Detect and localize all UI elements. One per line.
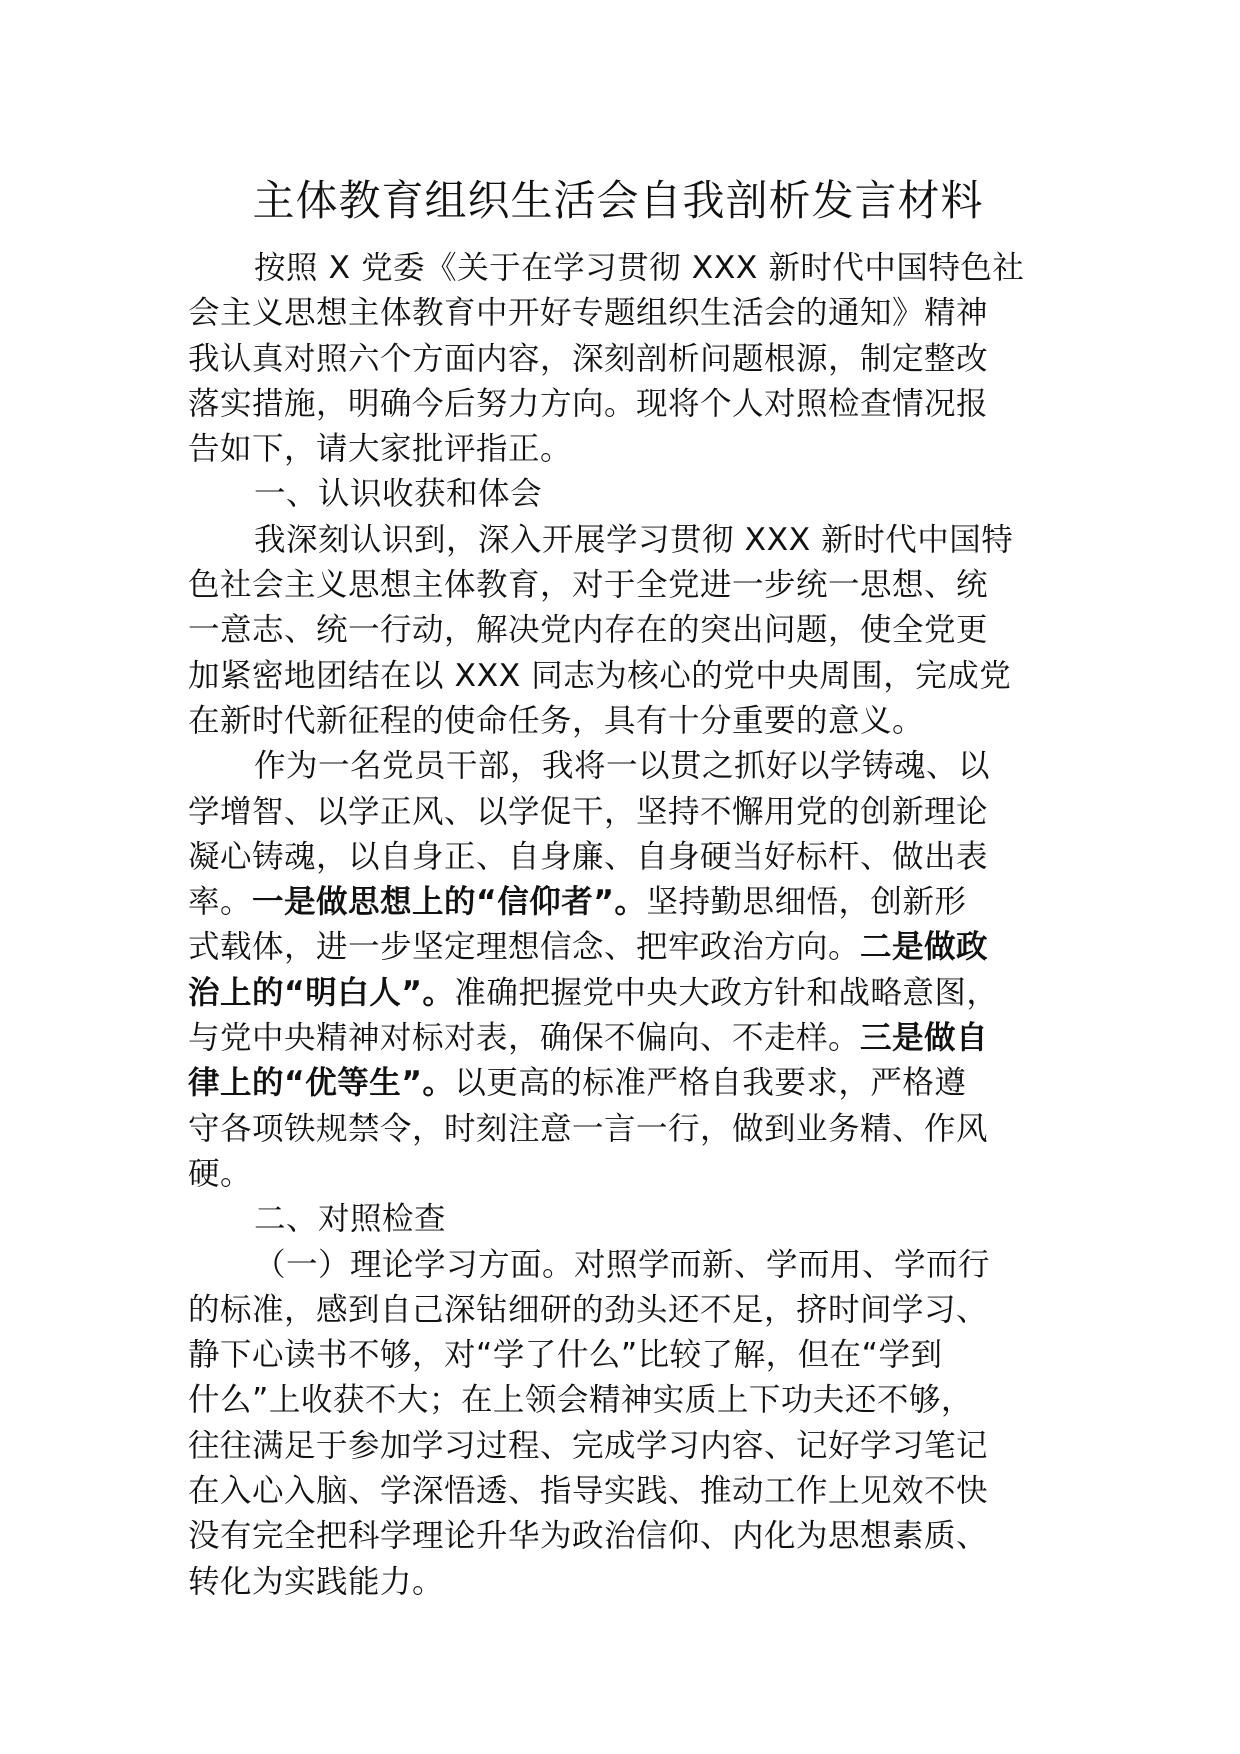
bold-text-segment: 二是做政 (860, 929, 989, 966)
text-line (188, 1333, 1068, 1378)
text-line (188, 699, 1068, 744)
text-segment: 没有完全把科学理论升华为政治信仰、内化为思想素质、 (188, 1518, 989, 1555)
bold-text-segment: 治上的“明白人”。 (188, 974, 455, 1011)
text-line (188, 880, 1068, 925)
text-line (188, 1152, 1068, 1197)
text-line (188, 1514, 1068, 1559)
text-line (188, 654, 1068, 699)
text-segment: 一、认识收获和体会 (254, 476, 543, 513)
text-segment: 告如下，请大家批评指正。 (188, 431, 573, 468)
text-line (188, 1288, 1068, 1333)
text-segment: 转化为实践能力。 (188, 1563, 445, 1600)
text-line (188, 382, 1068, 427)
document-body (188, 246, 1068, 1605)
text-segment: 二、对照检查 (254, 1201, 447, 1238)
text-line (188, 563, 1068, 608)
text-line (188, 337, 1068, 382)
document-title: 主体教育组织生活会自我剖析发言材料 (252, 176, 984, 225)
text-segment: 加紧密地团结在以 XXX 同志为核心的党中央周围，完成党 (188, 657, 1012, 694)
text-line (188, 925, 1068, 970)
text-line (188, 1424, 1068, 1469)
text-segment: 色社会主义思想主体教育，对于全党进一步统一思想、统 (188, 567, 989, 604)
text-segment: 往往满足于参加学习过程、完成学习内容、记好学习笔记 (188, 1427, 989, 1464)
text-segment: 率。 (188, 884, 253, 921)
text-segment: 我认真对照六个方面内容，深刻剖析问题根源，制定整改 (188, 340, 989, 377)
text-line (188, 1378, 1068, 1423)
bold-text-segment: 三是做自 (860, 1020, 989, 1057)
text-line (188, 1107, 1068, 1152)
text-line (188, 246, 1068, 291)
bold-text-segment: 一是做思想上的“信仰者”。 (252, 884, 647, 921)
text-segment: 的标准，感到自己深钻细研的劲头还不足，挤时间学习、 (188, 1291, 989, 1328)
text-line (188, 1197, 1068, 1242)
text-line (188, 790, 1068, 835)
text-segment: （一）理论学习方面。对照学而新、学而用、学而行 (254, 1246, 991, 1283)
text-line (188, 472, 1068, 517)
text-line (188, 427, 1068, 472)
text-segment: 落实措施，明确今后努力方向。现将个人对照检查情况报 (188, 385, 989, 422)
text-line (188, 1243, 1068, 1288)
text-segment: 准确把握党中央大政方针和战略意图， (454, 974, 999, 1011)
text-line (188, 1061, 1068, 1106)
text-line (188, 291, 1068, 336)
text-segment: 与党中央精神对标对表，确保不偏向、不走样。 (188, 1020, 861, 1057)
text-line (188, 744, 1068, 789)
text-line (188, 608, 1068, 653)
text-line (188, 971, 1068, 1016)
text-segment: 坚持勤思细悟，创新形 (646, 884, 967, 921)
text-segment: 会主义思想主体教育中开好专题组织生活会的通知》精神 (188, 295, 989, 332)
text-segment: 按照 X 党委《关于在学习贯彻 XXX 新时代中国特色社 (254, 250, 1025, 286)
text-segment: 凝心铸魂，以自身正、自身廉、自身硬当好标杆、做出表 (188, 838, 989, 875)
text-segment: 式载体，进一步坚定理想信念、把牢政治方向。 (188, 929, 861, 966)
text-segment: 硬。 (188, 1155, 253, 1192)
text-segment: 在入心入脑、学深悟透、指导实践、推动工作上见效不快 (188, 1473, 989, 1510)
text-line (188, 1469, 1068, 1514)
text-segment: 什么”上收获不大；在上领会精神实质上下功夫还不够， (188, 1382, 973, 1419)
text-line (188, 1560, 1068, 1605)
text-segment: 静下心读书不够，对“学了什么”比较了解，但在“学到 (188, 1337, 943, 1374)
text-segment: 一意志、统一行动，解决党内存在的突出问题，使全党更 (188, 612, 989, 649)
text-segment: 以更高的标准严格自我要求，严格遵 (454, 1065, 967, 1102)
text-segment: 守各项铁规禁令，时刻注意一言一行，做到业务精、作风 (188, 1110, 989, 1147)
text-segment: 在新时代新征程的使命任务，具有十分重要的意义。 (188, 702, 925, 739)
text-segment: 我深刻认识到，深入开展学习贯彻 XXX 新时代中国特 (254, 521, 1014, 558)
text-segment: 学增智、以学正风、以学促干，坚持不懈用党的创新理论 (188, 793, 989, 830)
text-segment: 作为一名党员干部，我将一以贯之抓好以学铸魂、以 (254, 748, 991, 785)
text-line (188, 1016, 1068, 1061)
text-line (188, 518, 1068, 563)
text-line (188, 835, 1068, 880)
bold-text-segment: 律上的“优等生”。 (188, 1065, 455, 1102)
